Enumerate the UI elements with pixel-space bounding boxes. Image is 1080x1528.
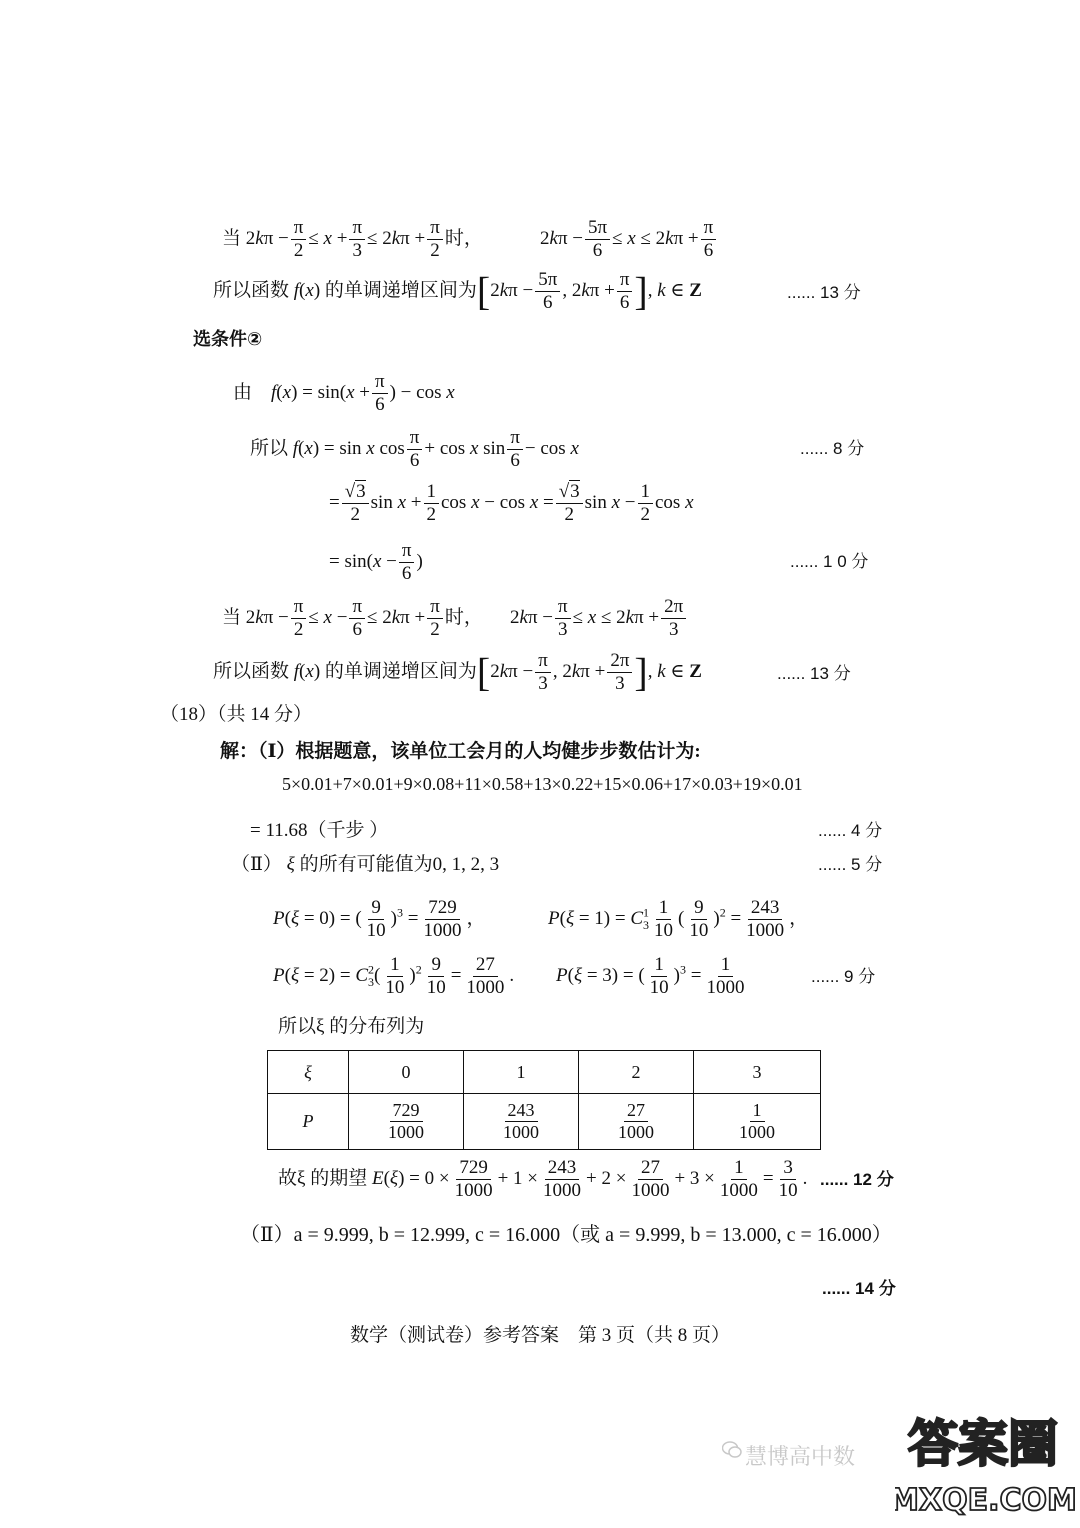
score-14: ...... 14 分 [822,1279,896,1298]
part-1-result: = 11.68（千步 ） [250,820,389,841]
expectation-prefix: 故ξ 的期望 [278,1167,368,1189]
interval-condition-1: 当 2kπ − $\frac{\pi}{2}$ ≤ x + $\frac{\pi}{3}$ ≤ 2kπ + $\frac{\pi}{2}$ 时， [222,217,483,261]
watermark-account: 慧博高中数 [745,1445,856,1470]
wechat-icon [722,1441,742,1459]
expectation: 故ξ 的期望 E(ξ) = 0 × $\frac{729}{1000}$ + 1 × $\frac{243}{1000}$ + 2 × $\frac{27}{1000}$ + 3 × $\frac{1}{1000}$ = $\frac{3}{10}$ . [278,1157,808,1201]
result-step: = sin(x − $\frac{\pi}{6}$ ) [329,540,423,584]
increasing-interval-2: 所以函数 f(x) 的单调递增区间为[2kπ − $\frac{\pi}{3}$ , 2kπ + $\frac{2\pi}{3}$ ], k ∈ Z [213,649,702,695]
page-footer: 数学（测试卷）参考答案 第 3 页（共 8 页） [349,1325,730,1346]
watermark-logo [895,1405,1075,1523]
score-12: ...... 12 分 [820,1170,894,1189]
table-cell: $\frac{1}{1000}$ [694,1094,821,1150]
part-1-sum: 5×0.01+7×0.01+9×0.08+11×0.58+13×0.22+15×0.06+17×0.03+19×0.01 [282,774,803,794]
table-cell: $\frac{27}{1000}$ [579,1094,694,1150]
table-row [268,1051,821,1094]
score-13-b: ...... 13 分 [777,664,851,683]
prob-xi-2: $P(\xi = 2) = C^2_3$( $\frac{1}{10}$ )$^2$ $\frac{9}{10}$ = $\frac{27}{1000}$ . [273,954,515,998]
table-cell: 3 [694,1051,821,1094]
table-cell: 0 [349,1051,464,1094]
distribution-table [267,1050,821,1150]
watermark-logo-graphic [895,1405,1075,1523]
interval-solution-2: 2kπ − $\frac{\pi}{3}$ ≤ x ≤ 2kπ + $\frac{2\pi}{3}$ [510,597,688,640]
section-18-label: （18）（共 14 分） [160,704,313,725]
table-cell: 2 [579,1051,694,1094]
part-2-prefix: （Ⅱ） [231,854,282,875]
simplification-step: = $\frac{√3}{2}$ sin x + $\frac{1}{2}$ cos x − cos x = $\frac{√3}{2}$ sin x − $\frac{1}{2}$ cos x [329,481,694,525]
table-cell: $\frac{243}{1000}$ [464,1094,579,1150]
interval-solution-1: 2kπ − $\frac{5\pi}{6}$ ≤ x ≤ 2kπ + $\frac{\pi}{6}$ [540,218,718,261]
table-cell: 1 [464,1051,579,1094]
distribution-label: 所以ξ 的分布列为 [278,1016,425,1037]
expansion-step: 所以 f(x) = sin x cos $\frac{\pi}{6}$ + cos x sin $\frac{\pi}{6}$ − cos x [250,427,579,471]
prob-xi-3: P(ξ = 3) = ( $\frac{1}{10}$ )$^3$ = $\frac{1}{1000}$ [556,954,745,998]
table-header-label: ξ [268,1051,349,1094]
svg-text:答案圈: 答案圈 [908,1415,1058,1473]
table-row-label: P [268,1094,349,1150]
part-2-values: 的所有可能值为0, 1, 2, 3 [299,854,500,875]
score-10: ...... 1 0 分 [790,552,869,571]
part-3-answer: （Ⅱ）a = 9.999, b = 12.999, c = 16.000（或 a = 9.999, b = 13.000, c = 16.000） [240,1224,892,1246]
score-8: ...... 8 分 [800,439,865,458]
prob-xi-0: P(ξ = 0) = ( $\frac{9}{10}$ )$^3$ = $\frac{729}{1000}$ ， [273,897,486,941]
interval-condition-2: 当 2kπ − $\frac{\pi}{2}$ ≤ x − $\frac{\pi}{6}$ ≤ 2kπ + $\frac{\pi}{2}$ 时， [222,596,483,640]
increasing-interval-1: 所以函数 f(x) 的单调递增区间为[2kπ − $\frac{5\pi}{6}$ , 2kπ + $\frac{\pi}{6}$ ], k ∈ Z [213,268,702,314]
part-2-intro: （Ⅱ） ξ 的所有可能值为0, 1, 2, 3 [231,854,500,875]
score-4: ...... 4 分 [818,821,883,840]
score-13-a: ...... 13 分 [787,283,861,302]
given-function: 由 f(x) = sin(x + $\frac{\pi}{6}$ ) − cos x [233,371,455,415]
table-cell: $\frac{729}{1000}$ [349,1094,464,1150]
score-9: ...... 9 分 [811,967,876,986]
table-row [268,1094,821,1150]
svg-text:MXQE.COM: MXQE.COM [895,1483,1075,1518]
option-2-title: 选条件② [193,329,263,350]
score-5: ...... 5 分 [818,855,883,874]
part-1-intro: 解：（Ⅰ）根据题意，该单位工会月的人均健步步数估计为: [220,741,701,762]
prob-xi-1: $P(\xi = 1) = C^1_3$ $\frac{1}{10}$ ( $\frac{9}{10}$ )$^2$ = $\frac{243}{1000}$ ， [548,897,809,941]
